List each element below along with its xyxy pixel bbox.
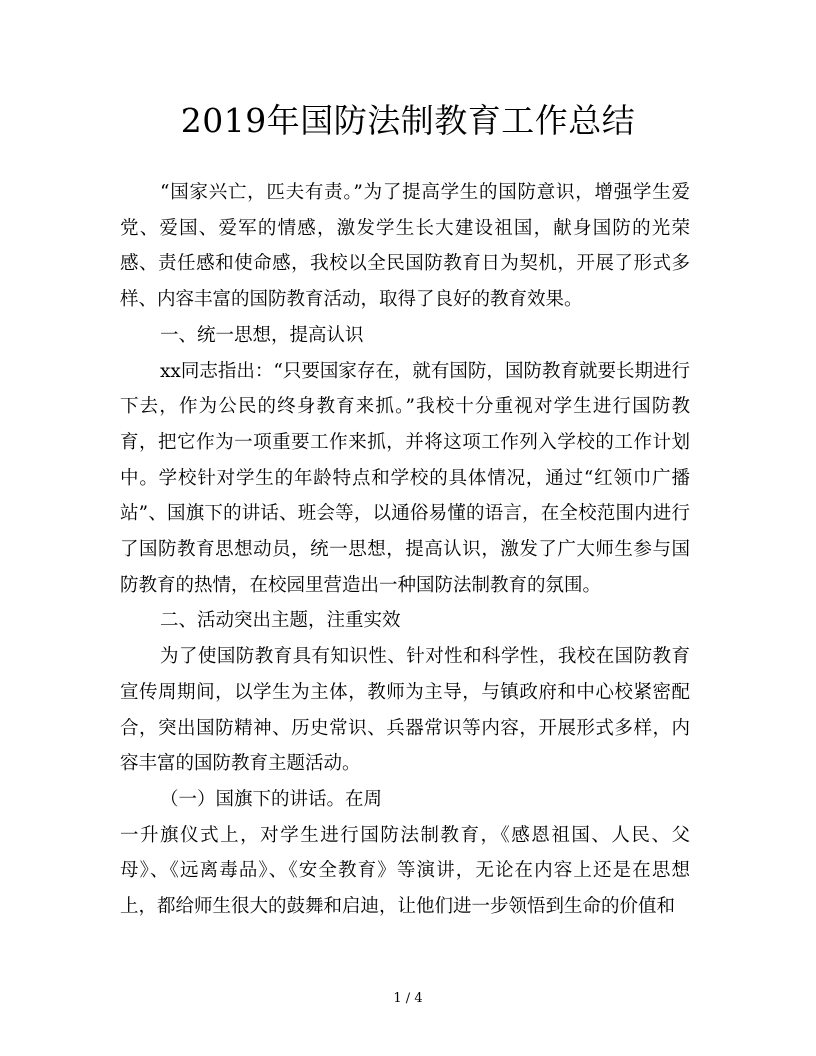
subsection-heading-1: （一）国旗下的讲话。在周 (160, 788, 383, 810)
section-heading-1: 一、统一思想，提高认识 (160, 324, 364, 346)
paragraph-intro: “国家兴亡，匹夫有责。”为了提高学生的国防意识，增强学生爱党、爱国、爱军的情感，激发学生长大建设祖国，献身国防的光荣感、责任感和使命感，我校以全民国防教育日为契机，开展了形式多样、内容丰富的国防教育活动，取得了良好的教育效果。 (120, 182, 690, 311)
document-title: 2019年国防法制教育工作总结 (180, 101, 636, 140)
section-heading-2: 二、活动突出主题，注重实效 (160, 610, 401, 632)
paragraph-subsection-1: 一升旗仪式上，对学生进行国防法制教育，《感恩祖国、人民、父母》、《远离毒品》、《安全教育》等演讲，无论在内容上还是在思想上，都给师生很大的鼓舞和启迪，让他们进一步领悟到生命的价值和 (120, 824, 690, 918)
paragraph-section-2: 为了使国防教育具有知识性、针对性和科学性，我校在国防教育宣传周期间，以学生为主体，教师为主导，与镇政府和中心校紧密配合，突出国防精神、历史常识、兵器常识等内容，开展形式多样，内容丰富的国防教育主题活动。 (120, 646, 690, 775)
document-body (120, 175, 690, 925)
page-indicator: 1 / 4 (393, 991, 423, 1006)
paragraph-section-1: xx同志指出：“只要国家存在，就有国防，国防教育就要长期进行下去，作为公民的终身教育来抓。”我校十分重视对学生进行国防教育，把它作为一项重要工作来抓，并将这项工作列入学校的工作计划中。学校针对学生的年龄特点和学校的具体情况，通过“红领巾广播站”、国旗下的讲话、班会等，以通俗易懂的语言，在全校范围内进行了国防教育思想动员，统一思想，提高认识，激发了广大师生参与国防教育的热情，在校园里营造出一种国防法制教育的氛围。 (120, 360, 690, 596)
